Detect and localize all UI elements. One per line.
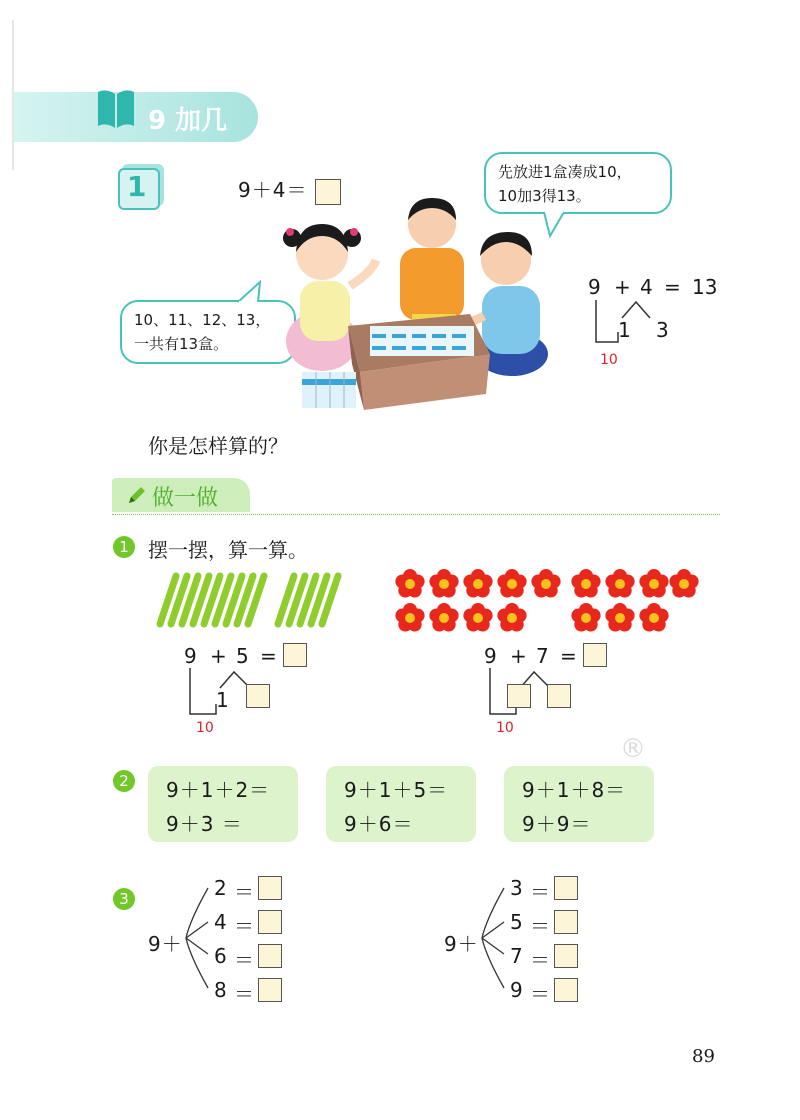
q1-right-a: 9: [484, 644, 497, 668]
q1-left-plus: +: [210, 644, 227, 668]
q3-right-box-2[interactable]: [554, 910, 578, 934]
q3-left-box-1[interactable]: [258, 876, 282, 900]
q2-g3-line2: 9＋9＝: [522, 812, 592, 836]
q3-right-item-1: 3: [510, 876, 524, 900]
bubble-right-line2: 10加3得13。: [498, 187, 591, 205]
counting-sticks-illustration: [152, 570, 342, 630]
q3-right-box-4[interactable]: [554, 978, 578, 1002]
q3-right-eq-1: ＝: [530, 880, 551, 904]
split-eq-plus: +: [614, 275, 631, 299]
q1-left-answer-box[interactable]: [283, 643, 307, 667]
q3-left-item-4: 8: [214, 978, 228, 1002]
split-eq-a: 9: [588, 275, 601, 299]
book-icon: [96, 86, 136, 130]
q1-right-ten: 10: [496, 720, 514, 736]
q3-left-prefix: 9＋: [148, 932, 183, 956]
q3-right-item-4: 9: [510, 978, 524, 1002]
q3-left-eq-1: ＝: [234, 880, 255, 904]
split-eq-b: 4: [640, 275, 653, 299]
q3-left-item-1: 2: [214, 876, 228, 900]
q1-left-ten: 10: [196, 720, 214, 736]
q3-right-prefix: 9＋: [444, 932, 479, 956]
example-number: 1: [127, 170, 147, 203]
bubble-left-tail: [236, 280, 266, 304]
split-eq-eq: =: [664, 275, 681, 299]
pencil-icon: [126, 484, 148, 506]
q3-left-eq-2: ＝: [234, 914, 255, 938]
q3-right-eq-3: ＝: [530, 948, 551, 972]
q3-right-brace: [476, 880, 506, 996]
q1-left-eq: =: [260, 644, 277, 668]
q3-left-eq-3: ＝: [234, 948, 255, 972]
q2-g1-line1: 9＋1＋2＝: [166, 778, 271, 802]
split-eq-part2: 3: [656, 318, 669, 342]
children-with-milk-box-illustration: [280, 186, 550, 416]
q1-right-b: 7: [536, 644, 549, 668]
q3-right-eq-2: ＝: [530, 914, 551, 938]
q2-g2-line2: 9＋6＝: [344, 812, 414, 836]
bubble-left-line1: 10、11、12、13，: [134, 311, 271, 329]
example-equation-text: 9＋4＝: [238, 178, 308, 202]
q1-instruction: 摆一摆，算一算。: [148, 538, 308, 562]
page-number: 89: [692, 1046, 715, 1067]
q3-left-box-3[interactable]: [258, 944, 282, 968]
split-eq-part1: 1: [618, 318, 631, 342]
q1-right-part2-box[interactable]: [547, 684, 571, 708]
q2-g3-line1: 9＋1＋8＝: [522, 778, 627, 802]
practice-title: 做一做: [152, 486, 219, 511]
q1-right-plus: +: [510, 644, 527, 668]
bubble-left-line2: 一共有13盒。: [134, 335, 229, 353]
q1-right-part1-box[interactable]: [507, 684, 531, 708]
split-eq-ten: 10: [600, 352, 618, 368]
section-title: 9 加几: [148, 106, 228, 136]
speech-bubble-left: [120, 300, 296, 364]
practice-dotted-rule: [112, 514, 720, 515]
q3-left-item-2: 4: [214, 910, 228, 934]
q2-g1-line2: 9＋3 ＝: [166, 812, 243, 836]
bubble-right-line1: 先放进1盒凑成10，: [498, 163, 632, 181]
example-question: 你是怎样算的？: [148, 434, 288, 458]
q3-right-box-3[interactable]: [554, 944, 578, 968]
q3-right-box-1[interactable]: [554, 876, 578, 900]
q3-left-box-4[interactable]: [258, 978, 282, 1002]
q2-number-circle: 2: [113, 770, 135, 792]
q3-number-circle: 3: [113, 888, 135, 910]
q3-left-box-2[interactable]: [258, 910, 282, 934]
q3-left-brace: [180, 880, 210, 996]
q3-left-item-3: 6: [214, 944, 228, 968]
q1-number-circle: 1: [113, 536, 135, 558]
q1-right-answer-box[interactable]: [583, 643, 607, 667]
q1-left-a: 9: [184, 644, 197, 668]
q1-left-b: 5: [236, 644, 249, 668]
header-left-rule: [12, 20, 14, 170]
q3-right-item-2: 5: [510, 910, 524, 934]
q3-right-item-3: 7: [510, 944, 524, 968]
q1-left-part1: 1: [216, 688, 229, 712]
split-eq-result: 13: [692, 275, 718, 299]
q3-right-eq-4: ＝: [530, 982, 551, 1006]
q3-left-eq-4: ＝: [234, 982, 255, 1006]
q1-right-eq: =: [560, 644, 577, 668]
q1-left-part2-box[interactable]: [246, 684, 270, 708]
q2-g2-line1: 9＋1＋5＝: [344, 778, 449, 802]
flowers-illustration: [392, 568, 702, 636]
registered-mark: ®: [620, 734, 646, 764]
